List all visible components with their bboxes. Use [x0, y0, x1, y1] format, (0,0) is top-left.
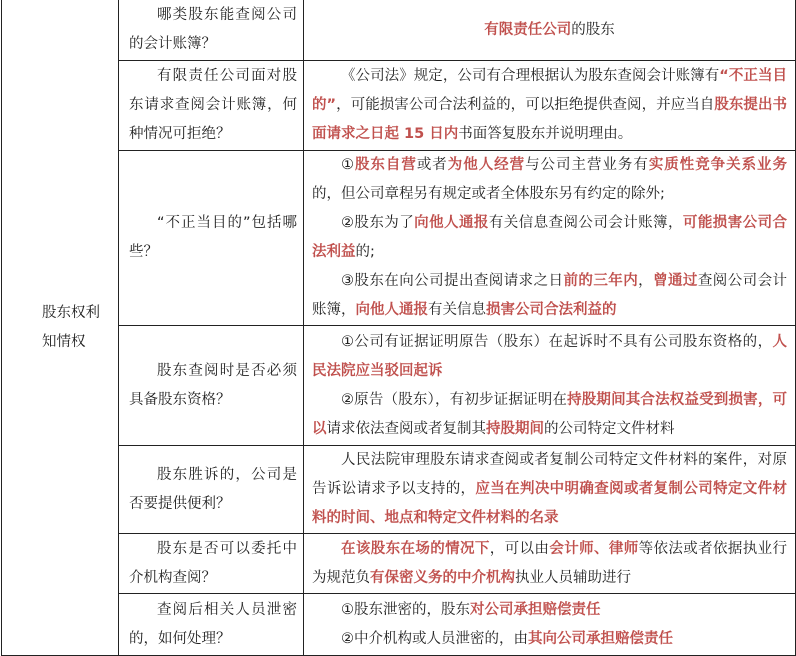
answer-paragraph [312, 209, 787, 267]
answer-paragraph [312, 386, 787, 444]
highlighted-text: 对公司承担赔偿责任 [470, 601, 601, 618]
answer-text: ， [638, 273, 654, 289]
answer-cell [304, 151, 796, 326]
answer-text: 的股东 [571, 21, 615, 38]
category-cell: 股东权利知情权 [2, 0, 119, 656]
highlighted-text: 曾通过 [653, 273, 698, 289]
answer-text: 人民法院审理股东请求查阅或者复制公司特定文件材料的案件，对原告诉讼请求予以支持的， [312, 452, 787, 497]
answer-text: 执业人员辅助进行 [515, 569, 631, 586]
highlighted-text: 前的三年内 [563, 273, 639, 289]
answer-text: ，可以由 [489, 540, 550, 557]
answer-text: 有关信息 [428, 302, 486, 318]
highlighted-text: 股东自营 [354, 157, 417, 173]
highlighted-text: 股东提出书面请求之日起 15 日内 [312, 97, 788, 142]
highlighted-text: 向他人通报 [414, 215, 489, 231]
highlighted-text: 应当在判决中明确查阅或者复制公司特定文件材料的时间、地点和特定文件材料的名录 [312, 481, 788, 526]
answer-text: 的，但公司章程另有规定或者全体股东另有约定的除外; [312, 186, 665, 202]
answer-cell [304, 446, 796, 534]
answer-paragraph [312, 62, 787, 149]
table-row [2, 326, 796, 446]
question-cell: 股东是否可以委托中介机构查阅？ [119, 534, 304, 594]
shareholder-right-to-information-table [1, 0, 796, 656]
highlighted-text: 可能损害公司合法利益 [312, 215, 788, 260]
highlighted-text: 持股期间 [486, 420, 544, 437]
answer-text: 与公司主营业务有 [525, 157, 649, 173]
answer-text: ①公司有证据证明原告（股东）在起诉时不具有公司股东资格的， [341, 333, 773, 350]
answer-cell [304, 326, 796, 446]
answer-text: 请求依法查阅或者复制其 [326, 420, 486, 437]
table-row [2, 61, 796, 151]
answer-text: 等依法或者依据执业行为规范负 [312, 540, 788, 586]
highlighted-text: 会计师、律师 [549, 540, 639, 557]
answer-paragraph [312, 625, 787, 654]
answer-paragraph [312, 535, 787, 593]
highlighted-text: 在该股东在场的情况下 [341, 540, 490, 557]
highlighted-text: 为他人经营 [447, 157, 526, 173]
answer-text: 书面答复股东并说明理由。 [458, 126, 633, 142]
highlighted-text: 持股期间其合法权益受到损害，可以 [312, 391, 788, 437]
answer-paragraph [312, 446, 787, 533]
table-row [2, 594, 796, 656]
question-cell: 查阅后相关人员泄密的，如何处理？ [119, 594, 304, 656]
answer-text: 或者 [416, 157, 448, 173]
answer-text: ②中介机构或人员泄密的，由 [341, 630, 528, 647]
answer-text: ③股东在向公司提出查阅请求之日 [341, 273, 564, 289]
highlighted-text: 人民法院应当驳回起诉 [312, 333, 787, 379]
answer-text: ，可能损害公司合法利益的，可以拒绝提供查阅，并应当自 [336, 97, 715, 113]
answer-paragraph [312, 596, 787, 625]
answer-paragraph [312, 16, 787, 45]
question-cell: 股东查阅时是否必须具备股东资格？ [119, 326, 304, 446]
question-cell: 哪类股东能查阅公司的会计账簿？ [119, 0, 304, 61]
highlighted-text: 实质性竞争关系业务 [648, 157, 788, 173]
answer-text: ①股东泄密的，股东 [341, 601, 470, 618]
answer-paragraph [312, 328, 787, 386]
question-cell: 股东胜诉的，公司是否要提供便利？ [119, 446, 304, 534]
table-row [2, 446, 796, 534]
question-cell: 有限责任公司面对股东请求查阅会计账簿，何种情况可拒绝？ [119, 61, 304, 151]
answer-text: 查阅公司会计账簿， [312, 273, 788, 318]
table-row [2, 0, 796, 61]
answer-paragraph [312, 151, 787, 209]
answer-text: 《公司法》规定，公司有合理根据认为股东查阅会计账簿有 [341, 68, 720, 84]
answer-text: 有关信息查阅公司会计账簿， [488, 215, 683, 231]
answer-text: ②股东为了 [341, 215, 415, 231]
table-row [2, 534, 796, 594]
answer-text: 的; [355, 244, 375, 260]
answer-cell [304, 0, 796, 61]
answer-text: 的公司特定文件材料 [544, 420, 675, 437]
answer-text: ① [341, 157, 355, 173]
highlighted-text: 向他人通报 [355, 302, 428, 318]
answer-cell [304, 594, 796, 656]
answer-text: ②原告（股东），有初步证据证明在 [341, 391, 568, 408]
highlighted-text: 有保密义务的中介机构 [370, 569, 515, 586]
answer-cell [304, 61, 796, 151]
highlighted-text: 其向公司承担赔偿责任 [528, 630, 673, 647]
answer-paragraph [312, 267, 787, 325]
answer-cell [304, 534, 796, 594]
highlighted-text: “不正当目的” [312, 68, 788, 113]
question-cell: “不正当目的”包括哪些？ [119, 151, 304, 326]
highlighted-text: 有限责任公司 [484, 21, 572, 38]
highlighted-text: 损害公司合法利益的 [486, 302, 617, 318]
table-row [2, 151, 796, 326]
